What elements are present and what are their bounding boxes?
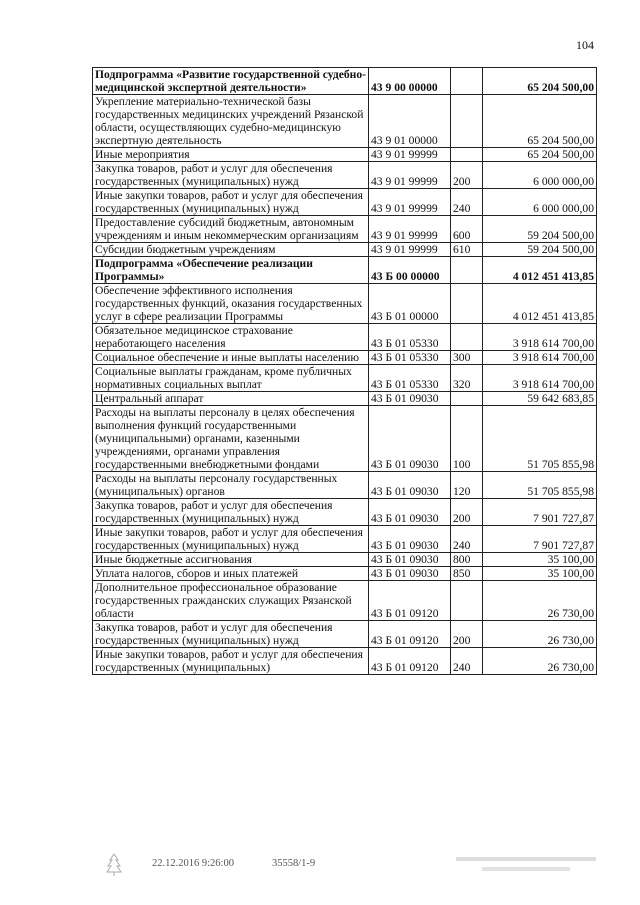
cell-code: 43 Б 01 09030: [369, 406, 451, 472]
cell-code: 43 9 01 99999: [369, 243, 451, 257]
cell-type: 240: [451, 189, 483, 216]
cell-type: [451, 581, 483, 621]
cell-code: 43 Б 01 09030: [369, 472, 451, 499]
cell-sum: 59 204 500,00: [483, 243, 597, 257]
cell-code: 43 Б 01 09120: [369, 581, 451, 621]
table-row: [93, 324, 597, 351]
cell-name: Укрепление материально-технической базы государственных медицинских учреждений Рязанской области, осуществляющих судебно-медицинскую экспертную деятельность: [93, 95, 369, 148]
cell-type: [451, 95, 483, 148]
cell-code: 43 Б 00 00000: [369, 257, 451, 284]
cell-type: 600: [451, 216, 483, 243]
cell-sum: 3 918 614 700,00: [483, 365, 597, 392]
cell-type: 320: [451, 365, 483, 392]
table-row: [93, 189, 597, 216]
cell-sum: 35 100,00: [483, 567, 597, 581]
cell-type: [451, 68, 483, 95]
table-row: [93, 406, 597, 472]
table-row: [93, 365, 597, 392]
footer-date: 22.12.2016 9:26:00: [152, 858, 234, 869]
cell-type: [451, 257, 483, 284]
cell-type: 850: [451, 567, 483, 581]
table-row: [93, 257, 597, 284]
cell-sum: 7 901 727,87: [483, 526, 597, 553]
cell-type: 200: [451, 499, 483, 526]
cell-type: 610: [451, 243, 483, 257]
cell-code: 43 Б 01 05330: [369, 365, 451, 392]
cell-sum: 4 012 451 413,85: [483, 257, 597, 284]
cell-name: Иные закупки товаров, работ и услуг для обеспечения государственных (муниципальных) нужд: [93, 189, 369, 216]
cell-code: 43 Б 01 09030: [369, 553, 451, 567]
cell-name: Подпрограмма «Обеспечение реализации Программы»: [93, 257, 369, 284]
cell-code: 43 Б 01 00000: [369, 284, 451, 324]
cell-name: Расходы на выплаты персоналу государственных (муниципальных) органов: [93, 472, 369, 499]
cell-code: 43 Б 01 09030: [369, 392, 451, 406]
cell-type: [451, 148, 483, 162]
cell-type: 300: [451, 351, 483, 365]
footer-doc-number: 35558/1-9: [272, 858, 316, 869]
cell-sum: 51 705 855,98: [483, 472, 597, 499]
cell-sum: 65 204 500,00: [483, 68, 597, 95]
cell-code: 43 Б 01 09120: [369, 648, 451, 675]
budget-table: [92, 67, 597, 675]
cell-name: Субсидии бюджетным учреждениям: [93, 243, 369, 257]
cell-sum: 65 204 500,00: [483, 95, 597, 148]
cell-name: Закупка товаров, работ и услуг для обеспечения государственных (муниципальных) нужд: [93, 621, 369, 648]
watermark-image: [452, 854, 602, 876]
cell-name: Уплата налогов, сборов и иных платежей: [93, 567, 369, 581]
cell-code: 43 9 01 00000: [369, 95, 451, 148]
cell-code: 43 Б 01 05330: [369, 324, 451, 351]
cell-name: Социальные выплаты гражданам, кроме публичных нормативных социальных выплат: [93, 365, 369, 392]
cell-type: 120: [451, 472, 483, 499]
cell-name: Предоставление субсидий бюджетным, автономным учреждениям и иным некоммерческим организациям: [93, 216, 369, 243]
table-row: [93, 216, 597, 243]
cell-name: Иные закупки товаров, работ и услуг для обеспечения государственных (муниципальных): [93, 648, 369, 675]
cell-code: 43 Б 01 09030: [369, 499, 451, 526]
table-row: [93, 351, 597, 365]
table-row: [93, 95, 597, 148]
cell-sum: 26 730,00: [483, 581, 597, 621]
cell-sum: 35 100,00: [483, 553, 597, 567]
table-row: [93, 553, 597, 567]
cell-code: 43 9 00 00000: [369, 68, 451, 95]
cell-code: 43 9 01 99999: [369, 189, 451, 216]
table-row: [93, 526, 597, 553]
table-row: [93, 581, 597, 621]
cell-name: Закупка товаров, работ и услуг для обеспечения государственных (муниципальных) нужд: [93, 499, 369, 526]
cell-code: 43 Б 01 09030: [369, 526, 451, 553]
table-row: [93, 284, 597, 324]
cell-name: Обязательное медицинское страхование неработающего населения: [93, 324, 369, 351]
table-row: [93, 392, 597, 406]
budget-table-body: [93, 68, 597, 675]
table-row: [93, 472, 597, 499]
cell-name: Обеспечение эффективного исполнения государственных функций, оказания государственных услуг в сфере реализации Программы: [93, 284, 369, 324]
cell-sum: 51 705 855,98: [483, 406, 597, 472]
cell-code: 43 Б 01 09030: [369, 567, 451, 581]
cell-name: Дополнительное профессиональное образование государственных гражданских служащих Рязанской области: [93, 581, 369, 621]
cell-type: [451, 324, 483, 351]
cell-name: Иные закупки товаров, работ и услуг для обеспечения государственных (муниципальных) нужд: [93, 526, 369, 553]
cell-sum: 26 730,00: [483, 648, 597, 675]
cell-name: Расходы на выплаты персоналу в целях обеспечения выполнения функций государственными (муниципальными) органами, казенными учреждениями, органами управления государственными внебюджетными фондами: [93, 406, 369, 472]
table-row: [93, 243, 597, 257]
table-row: [93, 567, 597, 581]
page-number: 104: [576, 38, 594, 52]
table-row: [93, 648, 597, 675]
cell-sum: 65 204 500,00: [483, 148, 597, 162]
table-row: [93, 621, 597, 648]
cell-type: 200: [451, 162, 483, 189]
table-row: [93, 148, 597, 162]
cell-sum: 59 204 500,00: [483, 216, 597, 243]
cell-sum: 3 918 614 700,00: [483, 351, 597, 365]
cell-type: [451, 392, 483, 406]
cell-type: 800: [451, 553, 483, 567]
cell-sum: 59 642 683,85: [483, 392, 597, 406]
footer: [0, 856, 640, 886]
cell-name: Центральный аппарат: [93, 392, 369, 406]
cell-type: 240: [451, 526, 483, 553]
cell-name: Закупка товаров, работ и услуг для обеспечения государственных (муниципальных) нужд: [93, 162, 369, 189]
cell-sum: 6 000 000,00: [483, 162, 597, 189]
stamp-icon: [104, 852, 124, 878]
table-row: [93, 162, 597, 189]
table-row: [93, 499, 597, 526]
cell-code: 43 9 01 99999: [369, 162, 451, 189]
cell-sum: 7 901 727,87: [483, 499, 597, 526]
cell-name: Иные мероприятия: [93, 148, 369, 162]
cell-type: 100: [451, 406, 483, 472]
cell-code: 43 9 01 99999: [369, 216, 451, 243]
cell-name: Иные бюджетные ассигнования: [93, 553, 369, 567]
cell-sum: 26 730,00: [483, 621, 597, 648]
cell-sum: 4 012 451 413,85: [483, 284, 597, 324]
cell-code: 43 Б 01 09120: [369, 621, 451, 648]
cell-name: Социальное обеспечение и иные выплаты населению: [93, 351, 369, 365]
cell-sum: 3 918 614 700,00: [483, 324, 597, 351]
table-row: [93, 68, 597, 95]
cell-sum: 6 000 000,00: [483, 189, 597, 216]
cell-type: 200: [451, 621, 483, 648]
cell-type: [451, 284, 483, 324]
cell-code: 43 9 01 99999: [369, 148, 451, 162]
cell-code: 43 Б 01 05330: [369, 351, 451, 365]
cell-name: Подпрограмма «Развитие государственной судебно-медицинской экспертной деятельности»: [93, 68, 369, 95]
cell-type: 240: [451, 648, 483, 675]
